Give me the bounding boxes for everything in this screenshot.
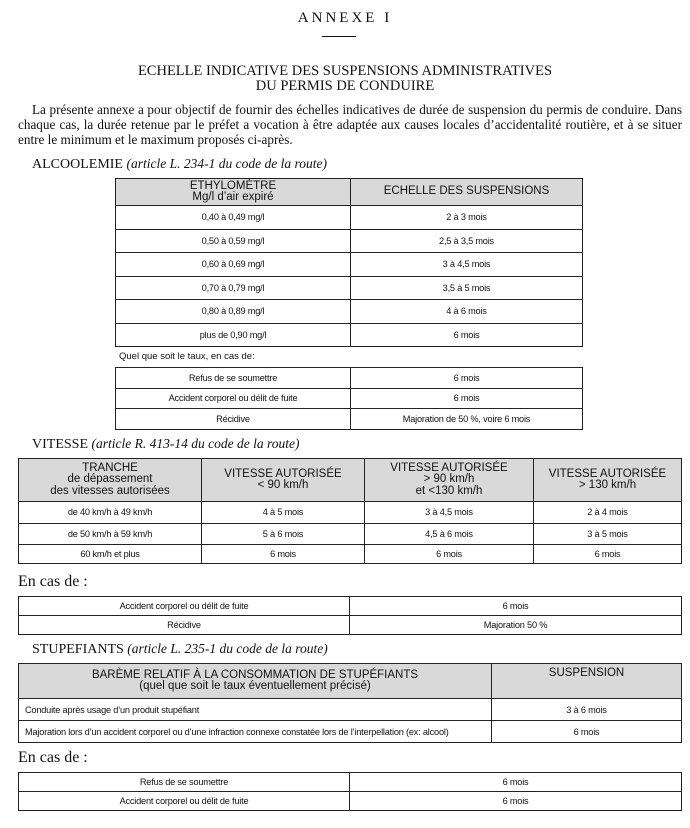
header-line: VITESSE AUTORISÉE — [548, 467, 667, 480]
section-heading-vitesse — [32, 436, 299, 453]
header-line: ETHYLOMÈTRE — [189, 179, 277, 192]
alcool-table — [115, 178, 583, 347]
cell-suspension: 4,5 à 6 mois — [365, 523, 534, 545]
cell-suspension: 3,5 à 5 mois — [351, 276, 583, 300]
title-underline — [322, 36, 356, 37]
intro-paragraph — [18, 102, 682, 148]
cell-suspension: 6 mois — [351, 368, 583, 389]
table-header-row — [19, 459, 682, 502]
cell-cas: Accident corporel ou délit de fuite — [116, 388, 351, 409]
table-header-row — [116, 179, 583, 206]
header-line: VITESSE AUTORISÉE — [224, 467, 342, 480]
alcool-note: Quel que soit le taux, en cas de: — [119, 351, 255, 362]
section-reference: (article L. 234-1 du code de la route) — [126, 156, 327, 171]
section-title: STUPEFIANTS — [32, 642, 124, 657]
table-row — [116, 388, 583, 409]
table-row — [19, 699, 682, 721]
cell-suspension: Majoration de 50 %, voire 6 mois — [351, 409, 583, 430]
section-heading-stupefiants — [32, 641, 328, 658]
header-line: et <130 km/h — [415, 484, 483, 497]
cell-suspension: Majoration 50 % — [350, 616, 682, 635]
cell-suspension: 3 à 4,5 mois — [351, 253, 583, 277]
table-row — [19, 616, 682, 635]
cell-taux: 0,70 à 0,79 mg/l — [116, 276, 351, 300]
cell-suspension: 3 à 4,5 mois — [365, 502, 534, 524]
header-line: Mg/l d’air expiré — [192, 191, 274, 203]
column-header-vitesse — [19, 459, 202, 502]
table-row — [116, 323, 583, 347]
cell-suspension: 2,5 à 3,5 mois — [351, 229, 583, 253]
table-row — [116, 229, 583, 253]
cell-taux: 0,40 à 0,49 mg/l — [116, 206, 351, 230]
cell-taux: 0,60 à 0,69 mg/l — [116, 253, 351, 277]
cell-cas: Refus de se soumettre — [116, 368, 351, 389]
header-line: des vitesses autorisées — [50, 484, 170, 497]
cell-tranche: 60 km/h et plus — [19, 545, 202, 564]
header-line: VITESSE AUTORISÉE — [390, 461, 508, 474]
cell-taux: 0,50 à 0,59 mg/l — [116, 229, 351, 253]
section-heading-alcool — [32, 156, 327, 173]
main-title — [0, 64, 690, 94]
stupefiants-table — [18, 663, 682, 743]
cell-suspension: 6 mois — [202, 545, 365, 564]
header-line: de dépassement — [67, 473, 153, 486]
table-row — [116, 276, 583, 300]
cell-suspension: 4 à 6 mois — [351, 300, 583, 324]
table-row — [116, 409, 583, 430]
column-header-vitesse — [534, 459, 682, 502]
vitesse-en-cas-de: En cas de : — [18, 573, 88, 590]
cell-suspension: 6 mois — [350, 597, 682, 616]
table-row — [116, 300, 583, 324]
cell-taux: plus de 0,90 mg/l — [116, 323, 351, 347]
cell-suspension: 2 à 3 mois — [351, 206, 583, 230]
cell-cas: Récidive — [19, 616, 350, 635]
header-line: < 90 km/h — [257, 479, 309, 491]
cell-suspension: 6 mois — [350, 792, 682, 811]
cell-suspension: 2 à 4 mois — [534, 502, 682, 524]
table-row — [19, 773, 682, 792]
table-header-row — [19, 664, 682, 699]
cell-suspension: 3 à 5 mois — [534, 523, 682, 545]
main-title-line-1: ECHELLE INDICATIVE DES SUSPENSIONS ADMINISTRATIVES — [137, 63, 553, 79]
stupefiants-en-cas-de: En cas de : — [18, 749, 88, 766]
cell-tranche: de 40 km/h à 49 km/h — [19, 502, 202, 524]
table-row — [116, 253, 583, 277]
table-row — [19, 597, 682, 616]
header-line: > 130 km/h — [578, 479, 637, 491]
cell-suspension: 3 à 6 mois — [492, 699, 682, 721]
header-line: TRANCHE — [82, 461, 138, 474]
column-header-vitesse — [365, 459, 534, 502]
cell-cas: Conduite après usage d’un produit stupéfiant — [19, 699, 492, 721]
cell-suspension: 6 mois — [351, 388, 583, 409]
cell-suspension: 6 mois — [351, 323, 583, 347]
header-line: BARÈME RELATIF À LA CONSOMMATION DE STUPÉFIANTS — [91, 668, 419, 681]
intro-text: La présente annexe a pour objectif de fournir des échelles indicatives de durée de suspension du permis de conduire. Dans chaque cas, la durée retenue par le préfet a vocation à être adaptée aux causes locales d’accidentalité routière, et à se situer entre le minimum et le maximum proposés ci-après. — [18, 102, 682, 148]
cell-suspension: 6 mois — [492, 721, 682, 743]
cell-tranche: de 50 km/h à 59 km/h — [19, 523, 202, 545]
section-title: ALCOOLEMIE — [32, 157, 123, 172]
cell-suspension: 6 mois — [534, 545, 682, 564]
column-header-vitesse — [202, 459, 365, 502]
table-row — [19, 792, 682, 811]
cell-taux: 0,80 à 0,89 mg/l — [116, 300, 351, 324]
header-line: (quel que soit le taux éventuellement précisé) — [139, 680, 371, 692]
main-title-line-2: DU PERMIS DE CONDUIRE — [255, 78, 435, 94]
cell-suspension: 6 mois — [365, 545, 534, 564]
column-header-suspension: SUSPENSION — [492, 664, 682, 699]
vitesse-table — [18, 458, 682, 564]
section-reference: (article L. 235-1 du code de la route) — [127, 641, 328, 656]
cell-cas: Majoration lors d’un accident corporel ou d’une infraction connexe constatée lors de l’interpellation (ex: alcool) — [19, 721, 492, 743]
table-row — [19, 523, 682, 545]
section-reference: (article R. 413-14 du code de la route) — [91, 436, 300, 451]
cell-cas: Récidive — [116, 409, 351, 430]
column-header-echelle: ECHELLE DES SUSPENSIONS — [351, 179, 583, 206]
cell-suspension: 6 mois — [350, 773, 682, 792]
cell-cas: Accident corporel ou délit de fuite — [19, 597, 350, 616]
table-row — [19, 545, 682, 564]
table-row — [19, 502, 682, 524]
table-row — [116, 206, 583, 230]
vitesse-cases-table — [18, 596, 682, 635]
cell-cas: Accident corporel ou délit de fuite — [19, 792, 350, 811]
header-line: > 90 km/h — [423, 473, 475, 486]
alcool-cases-table — [115, 367, 583, 430]
cell-cas: Refus de se soumettre — [19, 773, 350, 792]
section-title: VITESSE — [32, 437, 88, 452]
column-header-bareme — [19, 664, 492, 699]
annex-title: ANNEXE I — [297, 10, 393, 26]
table-row — [19, 721, 682, 743]
cell-suspension: 5 à 6 mois — [202, 523, 365, 545]
stupefiants-cases-table — [18, 772, 682, 811]
column-header-ethylometre — [116, 179, 351, 206]
cell-suspension: 4 à 5 mois — [202, 502, 365, 524]
table-row — [116, 368, 583, 389]
